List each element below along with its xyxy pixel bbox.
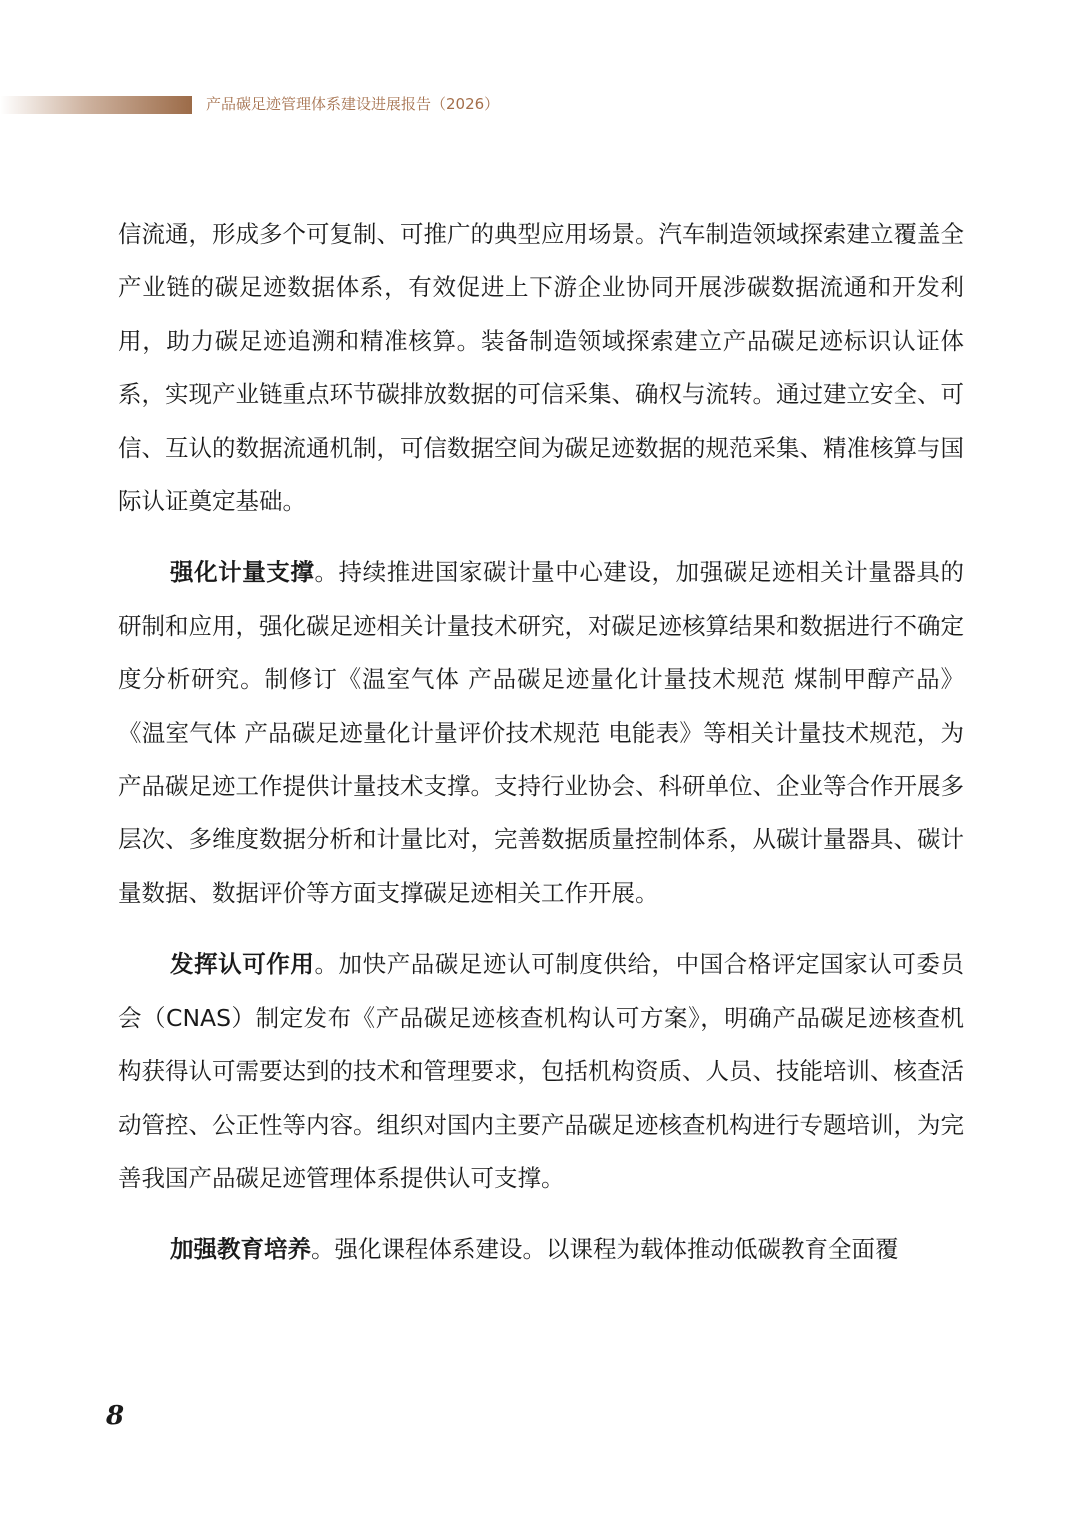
paragraph-text: 。加快产品碳足迹认可制度供给，中国合格评定国家认可委员会（CNAS）制定发布《产品碳足迹核查机构认可方案》，明确产品碳足迹核查机构获得认可需要达到的技术和管理要求，包括机构资质、人员、技能培训、核查活动管控、公正性等内容。组织对国内主要产品碳足迹核查机构进行专题培训，为完善我国产品碳足迹管理体系提供认可支撑。 [118,950,964,1192]
paragraph-lead-heading: 发挥认可作用 [170,950,315,979]
paragraph-text: 信流通，形成多个可复制、可推广的典型应用场景。汽车制造领域探索建立覆盖全产业链的碳足迹数据体系，有效促进上下游企业协同开展涉碳数据流通和开发利用，助力碳足迹追溯和精准核算。装备制造领域探索建立产品碳足迹标识认证体系，实现产业链重点环节碳排放数据的可信采集、确权与流转。通过建立安全、可信、互认的数据流通机制，可信数据空间为碳足迹数据的规范采集、精准核算与国际认证奠定基础。 [118,220,964,516]
paragraph-metrology [118,546,964,920]
paragraph-continuation [118,208,964,528]
body-text [118,208,964,1277]
header-accent-bar [0,96,192,114]
running-header-title: 产品碳足迹管理体系建设进展报告（2026） [206,95,500,113]
paragraph-accreditation [118,938,964,1205]
paragraph-text: 。持续推进国家碳计量中心建设，加强碳足迹相关计量器具的研制和应用，强化碳足迹相关计量技术研究，对碳足迹核算结果和数据进行不确定度分析研究。制修订《温室气体 产品碳足迹量化计量技术规范 煤制甲醇产品》《温室气体 产品碳足迹量化计量评价技术规范 电能表》等相关计量技术规范，为产品碳足迹工作提供计量技术支撑。支持行业协会、科研单位、企业等合作开展多层次、多维度数据分析和计量比对，完善数据质量控制体系，从碳计量器具、碳计量数据、数据评价等方面支撑碳足迹相关工作开展。 [118,558,964,907]
paragraph-education [118,1223,964,1276]
page-number: 8 [106,1401,125,1431]
paragraph-lead-heading: 加强教育培养 [170,1235,311,1264]
paragraph-text: 。强化课程体系建设。以课程为载体推动低碳教育全面覆 [311,1235,899,1264]
paragraph-lead-heading: 强化计量支撑 [170,558,315,587]
